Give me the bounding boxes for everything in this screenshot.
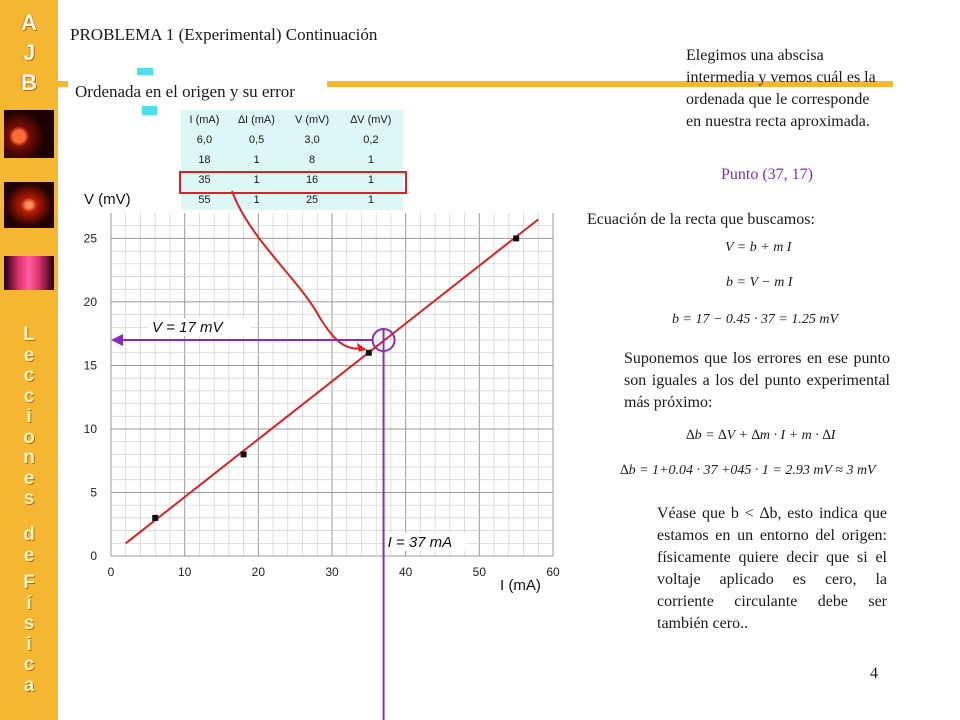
col-header: I (mA) bbox=[189, 114, 220, 126]
logo-letter-j: J bbox=[22, 40, 36, 65]
table-cell: 35 bbox=[198, 174, 211, 186]
error-assumption-text: Suponemos que los errores en ese punto son iguales a los del punto experimental más próximo: bbox=[624, 350, 890, 411]
equation-heading: Ecuación de la recta que buscamos: bbox=[587, 211, 815, 228]
vertical-letter: c bbox=[23, 385, 35, 407]
data-point bbox=[366, 350, 372, 356]
vertical-letter: s bbox=[23, 613, 35, 634]
vertical-letter: o bbox=[23, 426, 35, 448]
col-header: V (mV) bbox=[294, 114, 330, 126]
table-cell: 1 bbox=[253, 154, 260, 166]
vertical-letter: n bbox=[23, 447, 35, 468]
table-cell: 55 bbox=[198, 194, 211, 206]
table-cell: 6,0 bbox=[196, 134, 213, 146]
table-cell: 3,0 bbox=[304, 134, 320, 146]
guide-arrowhead bbox=[111, 334, 123, 346]
x-tick-label: 10 bbox=[177, 565, 192, 579]
y-axis-label: V (mV) bbox=[84, 191, 131, 208]
page-number: 4 bbox=[870, 665, 878, 682]
table-cell: 1 bbox=[253, 174, 260, 186]
logo-letter-a: A bbox=[21, 10, 37, 35]
vertical-letter: e bbox=[23, 544, 35, 566]
vertical-letter: í bbox=[26, 592, 32, 614]
section-subtitle: Ordenada en el origen y su error bbox=[75, 82, 295, 101]
x-tick-label: 50 bbox=[472, 565, 487, 579]
table-cell: 8 bbox=[309, 154, 316, 166]
pointer-curve bbox=[232, 191, 363, 349]
table-cell: 0,5 bbox=[248, 134, 265, 146]
y-tick-label: 20 bbox=[83, 294, 97, 309]
logo-letter-b: B bbox=[21, 70, 37, 95]
table-cell: 18 bbox=[198, 154, 211, 166]
table-cell: 1 bbox=[367, 154, 374, 166]
data-point bbox=[152, 515, 158, 521]
vertical-letter: i bbox=[26, 406, 32, 427]
equation-error: ∆b = ∆V + ∆m · I + m · ∆I bbox=[686, 428, 836, 443]
table-cell: 1 bbox=[253, 194, 260, 206]
conclusion-text: Véase que b < ∆b, esto indica que estamos en un entorno del origen: físicamente quiere decir que si el voltaje aplicado es cero, la corriente circulante debe ser también cero.. bbox=[657, 505, 887, 632]
selected-point-label: Punto (37, 17) bbox=[721, 166, 813, 183]
y-tick-label: 5 bbox=[90, 485, 97, 500]
vertical-letter: s bbox=[23, 488, 35, 509]
equation-line: V = b + m I bbox=[725, 240, 792, 255]
page-title: PROBLEMA 1 (Experimental) Continuación bbox=[70, 25, 378, 44]
vertical-letter: F bbox=[23, 572, 35, 593]
table-cell: 16 bbox=[305, 174, 319, 186]
x-axis-label: I (mA) bbox=[500, 577, 541, 594]
vertical-letter: L bbox=[23, 324, 35, 345]
vertical-letter: c bbox=[23, 654, 35, 675]
col-header: ∆I (mA) bbox=[238, 114, 275, 126]
x-tick-label: 20 bbox=[251, 565, 266, 579]
data-point bbox=[513, 235, 519, 241]
vertical-letter: e bbox=[23, 467, 35, 489]
y-tick-label: 25 bbox=[83, 231, 97, 246]
y-tick-label: 0 bbox=[90, 549, 97, 563]
intro-text: Elegimos una abscisa intermedia y vemos cuál es la ordenada que le corresponde en nuestra recta aproximada. bbox=[686, 47, 876, 130]
y-tick-label: 10 bbox=[83, 421, 97, 436]
annotation-i-label: I = 37 mA bbox=[387, 533, 453, 551]
vertical-letter: c bbox=[23, 365, 35, 386]
y-tick-label: 15 bbox=[83, 358, 97, 373]
pointer-arrowhead bbox=[357, 343, 367, 352]
vertical-letter: e bbox=[23, 344, 35, 366]
vertical-letter: a bbox=[23, 674, 35, 696]
table-cell: 1 bbox=[367, 194, 374, 206]
vertical-letter: d bbox=[23, 524, 35, 545]
equation-intercept: b = V − m I bbox=[726, 275, 793, 290]
table-cell: 25 bbox=[305, 194, 319, 206]
x-tick-label: 0 bbox=[107, 565, 115, 579]
x-tick-label: 60 bbox=[546, 565, 560, 579]
annotation-v-label: V = 17 mV bbox=[152, 319, 223, 337]
data-point bbox=[241, 451, 247, 457]
x-tick-label: 30 bbox=[325, 565, 339, 579]
x-tick-label: 40 bbox=[398, 565, 413, 579]
table-cell: 0,2 bbox=[363, 134, 379, 146]
equation-intercept-value: b = 17 − 0.45 · 37 = 1.25 mV bbox=[672, 312, 839, 327]
vertical-letter: i bbox=[26, 633, 32, 655]
col-header: ∆V (mV) bbox=[350, 114, 392, 126]
table-cell: 1 bbox=[367, 174, 374, 186]
equation-error-value: ∆b = 1+0.04 · 37 +045 · 1 = 2.93 mV ≈ 3 mV bbox=[620, 463, 876, 478]
